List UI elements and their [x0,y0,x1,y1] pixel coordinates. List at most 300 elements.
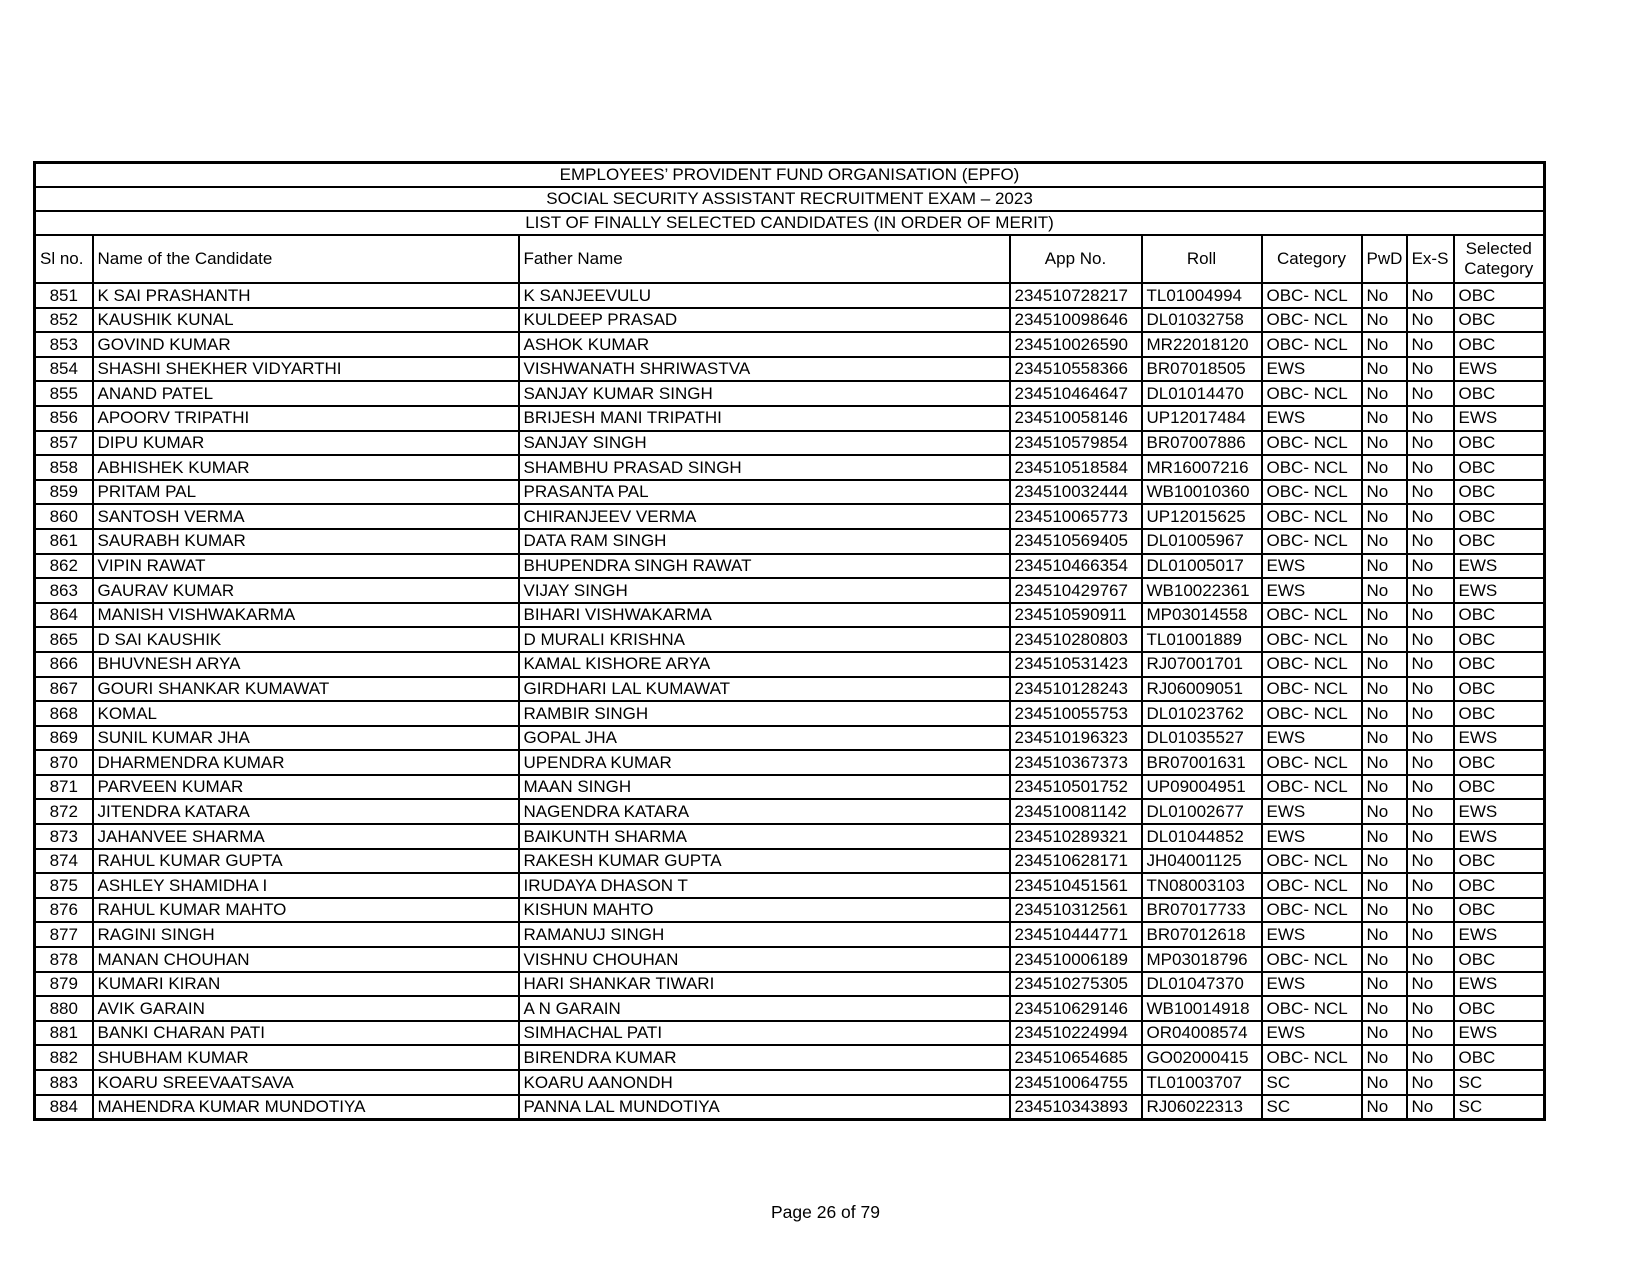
column-header-pwd: PwD [1362,235,1407,283]
cell-pwd: No [1362,824,1407,849]
cell-roll: MR22018120 [1142,332,1262,357]
cell-name: RAHUL KUMAR MAHTO [93,898,519,923]
cell-sl-no: 864 [35,603,93,628]
cell-father-name: KOARU AANONDH [519,1070,1010,1095]
table-row [35,1095,1545,1120]
cell-app-no: 234510098646 [1010,308,1142,333]
cell-app-no: 234510501752 [1010,775,1142,800]
cell-app-no: 234510569405 [1010,529,1142,554]
cell-selected-category: EWS [1454,972,1545,997]
cell-sl-no: 871 [35,775,93,800]
cell-category: OBC- NCL [1262,603,1362,628]
cell-pwd: No [1362,283,1407,308]
cell-father-name: UPENDRA KUMAR [519,750,1010,775]
cell-ex-s: No [1407,603,1454,628]
cell-selected-category: EWS [1454,357,1545,382]
table-row [35,381,1545,406]
cell-category: EWS [1262,406,1362,431]
cell-name: MANAN CHOUHAN [93,947,519,972]
cell-name: GAURAV KUMAR [93,578,519,603]
cell-sl-no: 851 [35,283,93,308]
cell-app-no: 234510451561 [1010,873,1142,898]
cell-category: OBC- NCL [1262,455,1362,480]
cell-name: JAHANVEE SHARMA [93,824,519,849]
cell-app-no: 234510280803 [1010,627,1142,652]
table-row [35,996,1545,1021]
organisation-title: EMPLOYEES’ PROVIDENT FUND ORGANISATION (EPFO) [35,163,1545,188]
cell-selected-category: OBC [1454,898,1545,923]
cell-roll: DL01032758 [1142,308,1262,333]
cell-roll: DL01014470 [1142,381,1262,406]
cell-category: EWS [1262,799,1362,824]
cell-sl-no: 856 [35,406,93,431]
cell-pwd: No [1362,627,1407,652]
cell-sl-no: 858 [35,455,93,480]
cell-app-no: 234510531423 [1010,652,1142,677]
cell-ex-s: No [1407,701,1454,726]
cell-roll: MR16007216 [1142,455,1262,480]
cell-sl-no: 884 [35,1095,93,1120]
table-row [35,283,1545,308]
table-row [35,627,1545,652]
cell-category: OBC- NCL [1262,996,1362,1021]
cell-category: OBC- NCL [1262,480,1362,505]
cell-selected-category: OBC [1454,480,1545,505]
cell-selected-category: OBC [1454,873,1545,898]
cell-pwd: No [1362,308,1407,333]
cell-father-name: VISHWANATH SHRIWASTVA [519,357,1010,382]
cell-roll: BR07007886 [1142,431,1262,456]
table-row [35,775,1545,800]
cell-pwd: No [1362,898,1407,923]
table-row [35,972,1545,997]
cell-app-no: 234510628171 [1010,849,1142,874]
table-row [35,726,1545,751]
cell-father-name: GOPAL JHA [519,726,1010,751]
cell-category: OBC- NCL [1262,677,1362,702]
table-row [35,431,1545,456]
cell-sl-no: 859 [35,480,93,505]
cell-name: BANKI CHARAN PATI [93,1021,519,1046]
cell-pwd: No [1362,677,1407,702]
cell-pwd: No [1362,431,1407,456]
cell-sl-no: 874 [35,849,93,874]
cell-father-name: GIRDHARI LAL KUMAWAT [519,677,1010,702]
cell-category: OBC- NCL [1262,947,1362,972]
cell-pwd: No [1362,1021,1407,1046]
cell-category: EWS [1262,972,1362,997]
cell-selected-category: SC [1454,1095,1545,1120]
cell-name: D SAI KAUSHIK [93,627,519,652]
cell-sl-no: 875 [35,873,93,898]
cell-selected-category: OBC [1454,701,1545,726]
table-row [35,455,1545,480]
cell-name: GOURI SHANKAR KUMAWAT [93,677,519,702]
cell-ex-s: No [1407,1021,1454,1046]
cell-roll: DL01044852 [1142,824,1262,849]
cell-name: DHARMENDRA KUMAR [93,750,519,775]
cell-category: EWS [1262,824,1362,849]
cell-app-no: 234510065773 [1010,504,1142,529]
cell-category: EWS [1262,578,1362,603]
cell-father-name: CHIRANJEEV VERMA [519,504,1010,529]
cell-roll: TN08003103 [1142,873,1262,898]
cell-father-name: KISHUN MAHTO [519,898,1010,923]
cell-father-name: HARI SHANKAR TIWARI [519,972,1010,997]
cell-pwd: No [1362,849,1407,874]
cell-father-name: IRUDAYA DHASON T [519,873,1010,898]
cell-sl-no: 861 [35,529,93,554]
cell-roll: TL01001889 [1142,627,1262,652]
cell-ex-s: No [1407,652,1454,677]
cell-selected-category: OBC [1454,677,1545,702]
cell-category: EWS [1262,1021,1362,1046]
table-row [35,504,1545,529]
table-row [35,1070,1545,1095]
cell-ex-s: No [1407,1095,1454,1120]
cell-father-name: SANJAY KUMAR SINGH [519,381,1010,406]
cell-ex-s: No [1407,554,1454,579]
cell-name: PRITAM PAL [93,480,519,505]
cell-father-name: RAMBIR SINGH [519,701,1010,726]
cell-category: EWS [1262,726,1362,751]
cell-category: OBC- NCL [1262,701,1362,726]
cell-category: OBC- NCL [1262,332,1362,357]
cell-sl-no: 883 [35,1070,93,1095]
selected-candidates-table [33,161,1546,1121]
cell-ex-s: No [1407,1070,1454,1095]
cell-father-name: BHUPENDRA SINGH RAWAT [519,554,1010,579]
cell-app-no: 234510289321 [1010,824,1142,849]
cell-selected-category: EWS [1454,824,1545,849]
cell-category: OBC- NCL [1262,873,1362,898]
cell-selected-category: OBC [1454,1045,1545,1070]
table-row [35,677,1545,702]
cell-sl-no: 878 [35,947,93,972]
cell-selected-category: EWS [1454,726,1545,751]
cell-name: JITENDRA KATARA [93,799,519,824]
cell-ex-s: No [1407,357,1454,382]
cell-ex-s: No [1407,455,1454,480]
cell-name: MANISH VISHWAKARMA [93,603,519,628]
table-row [35,480,1545,505]
cell-father-name: BAIKUNTH SHARMA [519,824,1010,849]
cell-pwd: No [1362,332,1407,357]
cell-selected-category: EWS [1454,578,1545,603]
cell-ex-s: No [1407,627,1454,652]
cell-sl-no: 866 [35,652,93,677]
cell-selected-category: OBC [1454,775,1545,800]
title-row-organisation [35,163,1545,188]
cell-name: KOMAL [93,701,519,726]
cell-roll: UP12015625 [1142,504,1262,529]
cell-pwd: No [1362,529,1407,554]
cell-roll: BR07012618 [1142,922,1262,947]
cell-roll: RJ06009051 [1142,677,1262,702]
cell-app-no: 234510058146 [1010,406,1142,431]
cell-ex-s: No [1407,677,1454,702]
cell-pwd: No [1362,1045,1407,1070]
cell-pwd: No [1362,357,1407,382]
cell-category: OBC- NCL [1262,1045,1362,1070]
title-row-list [35,211,1545,235]
cell-category: SC [1262,1070,1362,1095]
cell-app-no: 234510367373 [1010,750,1142,775]
cell-selected-category: OBC [1454,750,1545,775]
cell-father-name: BIHARI VISHWAKARMA [519,603,1010,628]
cell-ex-s: No [1407,849,1454,874]
cell-name: BHUVNESH ARYA [93,652,519,677]
cell-app-no: 234510466354 [1010,554,1142,579]
cell-category: SC [1262,1095,1362,1120]
cell-sl-no: 860 [35,504,93,529]
cell-sl-no: 882 [35,1045,93,1070]
exam-title: SOCIAL SECURITY ASSISTANT RECRUITMENT EXAM – 2023 [35,187,1545,211]
cell-roll: MP03018796 [1142,947,1262,972]
cell-pwd: No [1362,922,1407,947]
cell-father-name: MAAN SINGH [519,775,1010,800]
cell-father-name: PANNA LAL MUNDOTIYA [519,1095,1010,1120]
table-row [35,750,1545,775]
cell-roll: DL01047370 [1142,972,1262,997]
cell-father-name: KULDEEP PRASAD [519,308,1010,333]
cell-ex-s: No [1407,1045,1454,1070]
cell-app-no: 234510312561 [1010,898,1142,923]
cell-name: SUNIL KUMAR JHA [93,726,519,751]
table-row [35,1021,1545,1046]
cell-pwd: No [1362,701,1407,726]
cell-roll: TL01003707 [1142,1070,1262,1095]
cell-selected-category: OBC [1454,627,1545,652]
table-row [35,873,1545,898]
cell-selected-category: OBC [1454,603,1545,628]
cell-father-name: BIRENDRA KUMAR [519,1045,1010,1070]
cell-category: OBC- NCL [1262,504,1362,529]
cell-sl-no: 868 [35,701,93,726]
cell-category: EWS [1262,554,1362,579]
cell-father-name: RAMANUJ SINGH [519,922,1010,947]
cell-selected-category: OBC [1454,308,1545,333]
cell-name: SAURABH KUMAR [93,529,519,554]
cell-selected-category: EWS [1454,554,1545,579]
cell-father-name: SIMHACHAL PATI [519,1021,1010,1046]
cell-sl-no: 876 [35,898,93,923]
cell-selected-category: OBC [1454,947,1545,972]
cell-ex-s: No [1407,750,1454,775]
cell-pwd: No [1362,726,1407,751]
table-row [35,357,1545,382]
cell-ex-s: No [1407,431,1454,456]
cell-name: ABHISHEK KUMAR [93,455,519,480]
column-header-ex-s: Ex-S [1407,235,1454,283]
cell-name: ASHLEY SHAMIDHA I [93,873,519,898]
cell-pwd: No [1362,406,1407,431]
cell-ex-s: No [1407,726,1454,751]
cell-app-no: 234510518584 [1010,455,1142,480]
cell-selected-category: OBC [1454,652,1545,677]
cell-app-no: 234510006189 [1010,947,1142,972]
cell-name: PARVEEN KUMAR [93,775,519,800]
cell-category: OBC- NCL [1262,652,1362,677]
cell-roll: MP03014558 [1142,603,1262,628]
cell-name: KUMARI KIRAN [93,972,519,997]
cell-ex-s: No [1407,799,1454,824]
cell-app-no: 234510032444 [1010,480,1142,505]
cell-father-name: DATA RAM SINGH [519,529,1010,554]
cell-selected-category: OBC [1454,849,1545,874]
cell-sl-no: 854 [35,357,93,382]
cell-pwd: No [1362,972,1407,997]
cell-pwd: No [1362,1070,1407,1095]
table-row [35,554,1545,579]
cell-roll: WB10010360 [1142,480,1262,505]
cell-father-name: A N GARAIN [519,996,1010,1021]
cell-ex-s: No [1407,504,1454,529]
cell-ex-s: No [1407,406,1454,431]
table-row [35,947,1545,972]
cell-category: OBC- NCL [1262,308,1362,333]
cell-pwd: No [1362,603,1407,628]
cell-selected-category: EWS [1454,799,1545,824]
cell-app-no: 234510579854 [1010,431,1142,456]
cell-father-name: VIJAY SINGH [519,578,1010,603]
cell-ex-s: No [1407,947,1454,972]
cell-sl-no: 877 [35,922,93,947]
cell-app-no: 234510629146 [1010,996,1142,1021]
cell-pwd: No [1362,775,1407,800]
cell-app-no: 234510275305 [1010,972,1142,997]
cell-name: SHUBHAM KUMAR [93,1045,519,1070]
cell-ex-s: No [1407,922,1454,947]
cell-ex-s: No [1407,308,1454,333]
cell-category: OBC- NCL [1262,849,1362,874]
cell-pwd: No [1362,799,1407,824]
cell-name: RAGINI SINGH [93,922,519,947]
cell-pwd: No [1362,455,1407,480]
cell-selected-category: EWS [1454,1021,1545,1046]
cell-pwd: No [1362,554,1407,579]
cell-ex-s: No [1407,578,1454,603]
cell-category: EWS [1262,922,1362,947]
list-title: LIST OF FINALLY SELECTED CANDIDATES (IN ORDER OF MERIT) [35,211,1545,235]
cell-ex-s: No [1407,480,1454,505]
cell-category: OBC- NCL [1262,898,1362,923]
column-header-selected-category: Selected Category [1454,235,1545,283]
cell-selected-category: OBC [1454,381,1545,406]
cell-app-no: 234510055753 [1010,701,1142,726]
table-row [35,701,1545,726]
cell-category: OBC- NCL [1262,431,1362,456]
cell-father-name: SANJAY SINGH [519,431,1010,456]
cell-sl-no: 862 [35,554,93,579]
cell-category: OBC- NCL [1262,529,1362,554]
cell-app-no: 234510464647 [1010,381,1142,406]
cell-name: KAUSHIK KUNAL [93,308,519,333]
cell-roll: RJ06022313 [1142,1095,1262,1120]
cell-app-no: 234510128243 [1010,677,1142,702]
cell-selected-category: OBC [1454,332,1545,357]
cell-pwd: No [1362,947,1407,972]
cell-father-name: NAGENDRA KATARA [519,799,1010,824]
cell-app-no: 234510196323 [1010,726,1142,751]
cell-sl-no: 881 [35,1021,93,1046]
cell-ex-s: No [1407,775,1454,800]
cell-roll: DL01035527 [1142,726,1262,751]
cell-ex-s: No [1407,381,1454,406]
cell-pwd: No [1362,1095,1407,1120]
cell-roll: DL01005967 [1142,529,1262,554]
cell-selected-category: OBC [1454,455,1545,480]
cell-category: OBC- NCL [1262,283,1362,308]
cell-pwd: No [1362,750,1407,775]
cell-ex-s: No [1407,529,1454,554]
cell-name: RAHUL KUMAR GUPTA [93,849,519,874]
cell-sl-no: 857 [35,431,93,456]
cell-sl-no: 865 [35,627,93,652]
cell-pwd: No [1362,381,1407,406]
cell-sl-no: 873 [35,824,93,849]
column-header-father-name: Father Name [519,235,1010,283]
cell-name: MAHENDRA KUMAR MUNDOTIYA [93,1095,519,1120]
cell-sl-no: 870 [35,750,93,775]
cell-name: ANAND PATEL [93,381,519,406]
cell-selected-category: EWS [1454,922,1545,947]
table-row [35,406,1545,431]
cell-father-name: PRASANTA PAL [519,480,1010,505]
cell-sl-no: 872 [35,799,93,824]
cell-selected-category: EWS [1454,406,1545,431]
cell-father-name: KAMAL KISHORE ARYA [519,652,1010,677]
cell-roll: RJ07001701 [1142,652,1262,677]
cell-father-name: VISHNU CHOUHAN [519,947,1010,972]
table-row [35,824,1545,849]
cell-app-no: 234510444771 [1010,922,1142,947]
cell-app-no: 234510224994 [1010,1021,1142,1046]
cell-pwd: No [1362,504,1407,529]
cell-sl-no: 852 [35,308,93,333]
cell-app-no: 234510558366 [1010,357,1142,382]
cell-category: OBC- NCL [1262,627,1362,652]
table-row [35,652,1545,677]
cell-pwd: No [1362,578,1407,603]
cell-sl-no: 853 [35,332,93,357]
cell-roll: BR07018505 [1142,357,1262,382]
cell-pwd: No [1362,996,1407,1021]
cell-selected-category: OBC [1454,283,1545,308]
cell-app-no: 234510728217 [1010,283,1142,308]
cell-app-no: 234510654685 [1010,1045,1142,1070]
cell-pwd: No [1362,652,1407,677]
column-header-category: Category [1262,235,1362,283]
cell-name: KOARU SREEVAATSAVA [93,1070,519,1095]
cell-father-name: D MURALI KRISHNA [519,627,1010,652]
cell-sl-no: 855 [35,381,93,406]
cell-app-no: 234510343893 [1010,1095,1142,1120]
cell-category: EWS [1262,357,1362,382]
column-header-name: Name of the Candidate [93,235,519,283]
cell-roll: GO02000415 [1142,1045,1262,1070]
column-header-roll: Roll [1142,235,1262,283]
cell-name: AVIK GARAIN [93,996,519,1021]
cell-roll: WB10014918 [1142,996,1262,1021]
cell-app-no: 234510064755 [1010,1070,1142,1095]
cell-sl-no: 880 [35,996,93,1021]
title-row-exam [35,187,1545,211]
cell-app-no: 234510590911 [1010,603,1142,628]
cell-name: GOVIND KUMAR [93,332,519,357]
cell-roll: DL01002677 [1142,799,1262,824]
table-row [35,578,1545,603]
